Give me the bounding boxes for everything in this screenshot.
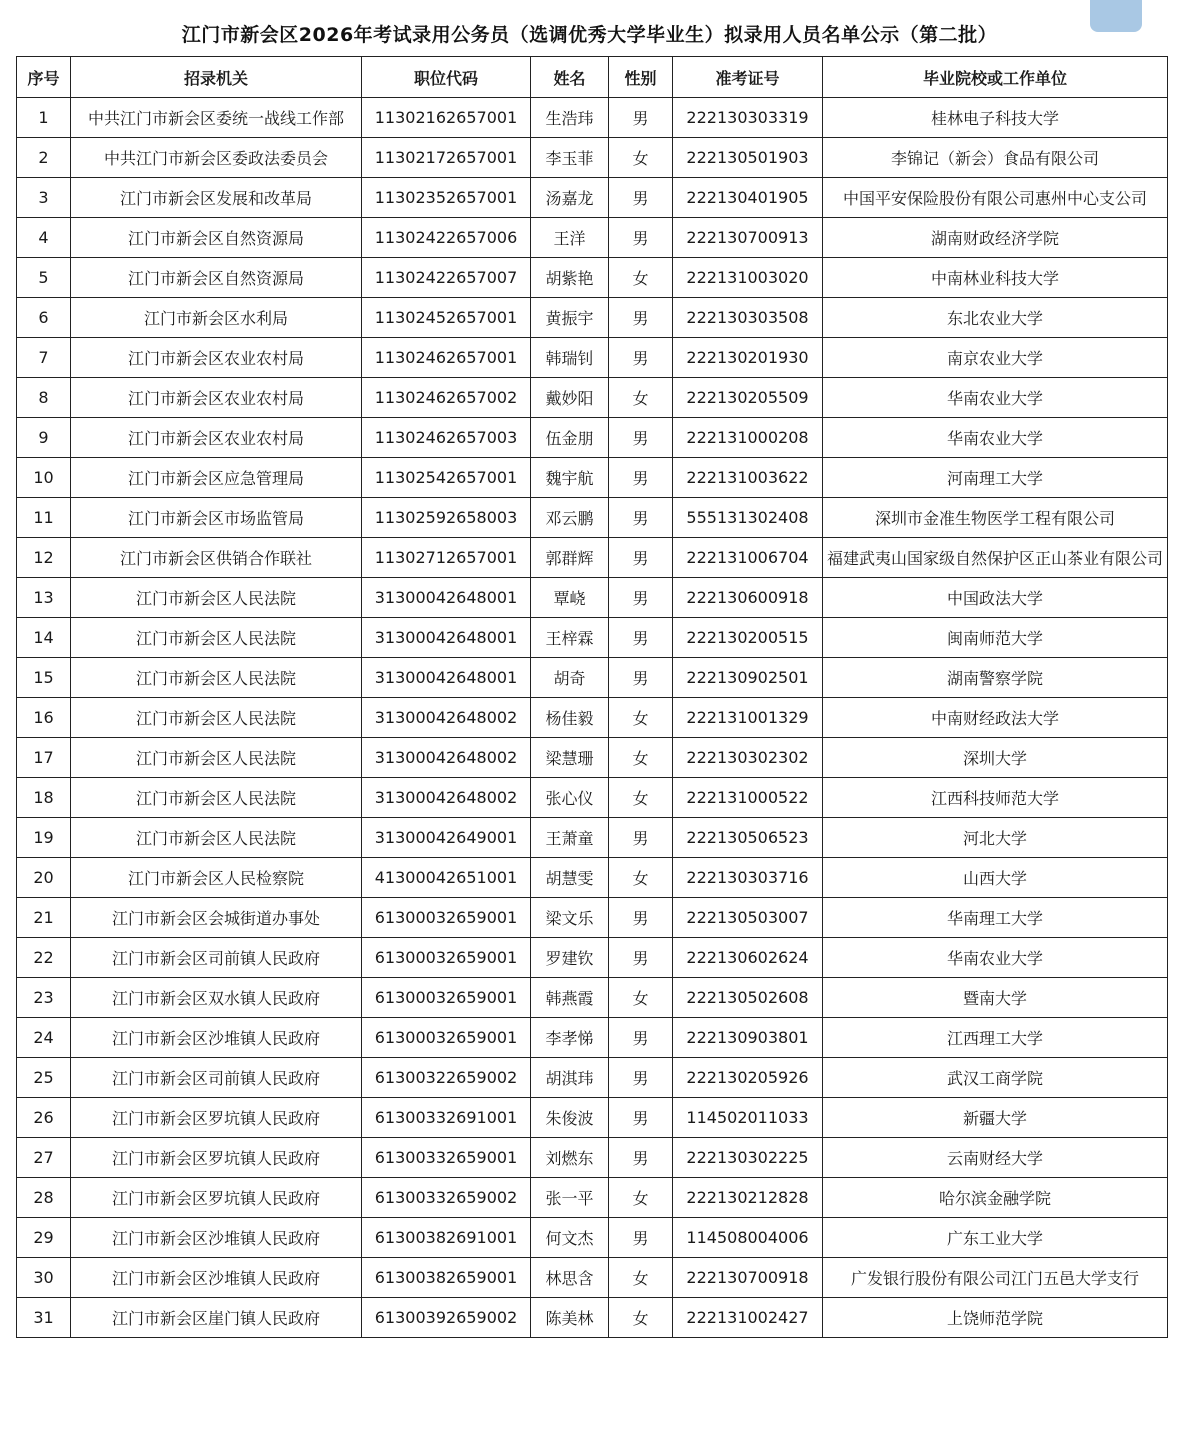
table-row [17,218,1168,258]
cell-school-or-employer: 闽南师范大学 [823,618,1168,658]
cell-name: 胡奇 [531,658,609,698]
cell-name: 梁文乐 [531,898,609,938]
cell-agency: 江门市新会区人民法院 [71,738,362,778]
cell-gender: 男 [609,538,673,578]
cell-gender: 男 [609,338,673,378]
cell-school-or-employer: 桂林电子科技大学 [823,98,1168,138]
cell-agency: 江门市新会区人民法院 [71,698,362,738]
cell-index: 16 [17,698,71,738]
cell-index: 6 [17,298,71,338]
cell-gender: 男 [609,578,673,618]
cell-index: 9 [17,418,71,458]
table-row [17,698,1168,738]
cell-index: 23 [17,978,71,1018]
table-row [17,298,1168,338]
cell-agency: 江门市新会区发展和改革局 [71,178,362,218]
cell-position-code: 31300042649001 [362,818,531,858]
cell-exam-number: 222130602624 [673,938,823,978]
cell-school-or-employer: 新疆大学 [823,1098,1168,1138]
table-row [17,1138,1168,1178]
cell-exam-number: 222130503007 [673,898,823,938]
cell-position-code: 31300042648002 [362,738,531,778]
cell-position-code: 61300332691001 [362,1098,531,1138]
cell-name: 何文杰 [531,1218,609,1258]
cell-agency: 江门市新会区市场监管局 [71,498,362,538]
cell-school-or-employer: 华南理工大学 [823,898,1168,938]
cell-position-code: 11302462657002 [362,378,531,418]
cell-gender: 女 [609,258,673,298]
header-school-or-employer: 毕业院校或工作单位 [823,57,1168,98]
table-row [17,658,1168,698]
cell-name: 伍金朋 [531,418,609,458]
cell-name: 刘燃东 [531,1138,609,1178]
cell-position-code: 31300042648001 [362,618,531,658]
cell-gender: 男 [609,818,673,858]
cell-name: 张一平 [531,1178,609,1218]
cell-school-or-employer: 湖南警察学院 [823,658,1168,698]
cell-position-code: 61300032659001 [362,978,531,1018]
cell-agency: 江门市新会区会城街道办事处 [71,898,362,938]
cell-gender: 男 [609,618,673,658]
table-row [17,578,1168,618]
cell-position-code: 11302592658003 [362,498,531,538]
cell-exam-number: 222130201930 [673,338,823,378]
cell-gender: 女 [609,858,673,898]
cell-school-or-employer: 江西科技师范大学 [823,778,1168,818]
cell-gender: 男 [609,1218,673,1258]
cell-school-or-employer: 中南财经政法大学 [823,698,1168,738]
cell-agency: 江门市新会区司前镇人民政府 [71,1058,362,1098]
table-row [17,1218,1168,1258]
cell-agency: 江门市新会区人民法院 [71,818,362,858]
cell-school-or-employer: 广东工业大学 [823,1218,1168,1258]
table-row [17,258,1168,298]
cell-agency: 江门市新会区司前镇人民政府 [71,938,362,978]
cell-index: 8 [17,378,71,418]
table-row [17,338,1168,378]
table-row [17,458,1168,498]
cell-agency: 江门市新会区自然资源局 [71,218,362,258]
table-row [17,1298,1168,1338]
header-exam-number: 准考证号 [673,57,823,98]
cell-exam-number: 222130401905 [673,178,823,218]
cell-exam-number: 222130302225 [673,1138,823,1178]
cell-position-code: 31300042648001 [362,658,531,698]
cell-index: 12 [17,538,71,578]
cell-exam-number: 222131000522 [673,778,823,818]
cell-gender: 男 [609,218,673,258]
cell-index: 20 [17,858,71,898]
cell-gender: 男 [609,98,673,138]
cell-school-or-employer: 云南财经大学 [823,1138,1168,1178]
cell-school-or-employer: 哈尔滨金融学院 [823,1178,1168,1218]
cell-name: 韩燕霞 [531,978,609,1018]
cell-school-or-employer: 武汉工商学院 [823,1058,1168,1098]
cell-name: 胡紫艳 [531,258,609,298]
cell-index: 19 [17,818,71,858]
cell-index: 14 [17,618,71,658]
table-row [17,418,1168,458]
cell-exam-number: 222130700918 [673,1258,823,1298]
cell-name: 戴妙阳 [531,378,609,418]
cell-name: 陈美林 [531,1298,609,1338]
cell-school-or-employer: 福建武夷山国家级自然保护区正山茶业有限公司 [823,538,1168,578]
cell-name: 汤嘉龙 [531,178,609,218]
cell-name: 王萧童 [531,818,609,858]
cell-exam-number: 555131302408 [673,498,823,538]
cell-name: 生浩玮 [531,98,609,138]
cell-position-code: 61300382691001 [362,1218,531,1258]
page-title: 江门市新会区2026年考试录用公务员（选调优秀大学毕业生）拟录用人员名单公示（第二批） [181,24,998,46]
cell-gender: 男 [609,418,673,458]
cell-position-code: 61300032659001 [362,938,531,978]
cell-index: 30 [17,1258,71,1298]
cell-position-code: 11302712657001 [362,538,531,578]
cell-position-code: 31300042648001 [362,578,531,618]
table-row [17,138,1168,178]
cell-position-code: 11302162657001 [362,98,531,138]
cell-index: 18 [17,778,71,818]
cell-school-or-employer: 山西大学 [823,858,1168,898]
cell-name: 邓云鹏 [531,498,609,538]
cell-school-or-employer: 华南农业大学 [823,418,1168,458]
cell-agency: 江门市新会区罗坑镇人民政府 [71,1098,362,1138]
table-row [17,178,1168,218]
table-row [17,978,1168,1018]
cell-agency: 江门市新会区沙堆镇人民政府 [71,1018,362,1058]
cell-exam-number: 114502011033 [673,1098,823,1138]
table-row [17,898,1168,938]
cell-index: 29 [17,1218,71,1258]
cell-agency: 中共江门市新会区委政法委员会 [71,138,362,178]
cell-gender: 男 [609,898,673,938]
cell-gender: 男 [609,658,673,698]
table-row [17,1058,1168,1098]
cell-agency: 江门市新会区沙堆镇人民政府 [71,1258,362,1298]
table-row [17,938,1168,978]
cell-agency: 江门市新会区崖门镇人民政府 [71,1298,362,1338]
cell-position-code: 41300042651001 [362,858,531,898]
cell-position-code: 31300042648002 [362,778,531,818]
header-agency: 招录机关 [71,57,362,98]
cell-exam-number: 222131000208 [673,418,823,458]
candidate-table [16,56,1168,1338]
cell-agency: 中共江门市新会区委统一战线工作部 [71,98,362,138]
cell-index: 1 [17,98,71,138]
table-row [17,618,1168,658]
cell-school-or-employer: 中国政法大学 [823,578,1168,618]
cell-name: 王洋 [531,218,609,258]
cell-gender: 女 [609,778,673,818]
cell-exam-number: 222130303319 [673,98,823,138]
cell-index: 13 [17,578,71,618]
table-row [17,1178,1168,1218]
cell-name: 林思含 [531,1258,609,1298]
cell-position-code: 11302462657001 [362,338,531,378]
table-row [17,498,1168,538]
cell-position-code: 11302352657001 [362,178,531,218]
table-row [17,98,1168,138]
cell-exam-number: 114508004006 [673,1218,823,1258]
cell-school-or-employer: 李锦记（新会）食品有限公司 [823,138,1168,178]
cell-gender: 男 [609,1058,673,1098]
cell-school-or-employer: 暨南大学 [823,978,1168,1018]
cell-name: 李孝悌 [531,1018,609,1058]
cell-school-or-employer: 华南农业大学 [823,938,1168,978]
table-row [17,738,1168,778]
cell-index: 15 [17,658,71,698]
cell-exam-number: 222130212828 [673,1178,823,1218]
cell-position-code: 61300382659001 [362,1258,531,1298]
cell-exam-number: 222130205509 [673,378,823,418]
cell-index: 28 [17,1178,71,1218]
cell-position-code: 61300032659001 [362,898,531,938]
cell-exam-number: 222131001329 [673,698,823,738]
cell-agency: 江门市新会区农业农村局 [71,418,362,458]
cell-exam-number: 222131003622 [673,458,823,498]
cell-agency: 江门市新会区人民法院 [71,618,362,658]
cell-gender: 女 [609,138,673,178]
cell-exam-number: 222130502608 [673,978,823,1018]
cell-exam-number: 222130205926 [673,1058,823,1098]
cell-name: 杨佳毅 [531,698,609,738]
cell-index: 11 [17,498,71,538]
cell-position-code: 11302542657001 [362,458,531,498]
cell-gender: 女 [609,978,673,1018]
cell-gender: 女 [609,1258,673,1298]
cell-agency: 江门市新会区沙堆镇人民政府 [71,1218,362,1258]
cell-agency: 江门市新会区自然资源局 [71,258,362,298]
cell-agency: 江门市新会区供销合作联社 [71,538,362,578]
cell-index: 24 [17,1018,71,1058]
cell-agency: 江门市新会区水利局 [71,298,362,338]
cell-exam-number: 222130303716 [673,858,823,898]
cell-position-code: 11302452657001 [362,298,531,338]
cell-exam-number: 222130903801 [673,1018,823,1058]
cell-school-or-employer: 中国平安保险股份有限公司惠州中心支公司 [823,178,1168,218]
cell-position-code: 11302422657007 [362,258,531,298]
cell-agency: 江门市新会区罗坑镇人民政府 [71,1178,362,1218]
cell-gender: 男 [609,938,673,978]
cell-position-code: 61300322659002 [362,1058,531,1098]
cell-position-code: 61300392659002 [362,1298,531,1338]
header-index: 序号 [17,57,71,98]
cell-gender: 男 [609,298,673,338]
cell-school-or-employer: 广发银行股份有限公司江门五邑大学支行 [823,1258,1168,1298]
cell-index: 25 [17,1058,71,1098]
cell-name: 胡慧雯 [531,858,609,898]
cell-index: 2 [17,138,71,178]
cell-gender: 男 [609,1098,673,1138]
table-row [17,778,1168,818]
cell-gender: 男 [609,458,673,498]
cell-agency: 江门市新会区双水镇人民政府 [71,978,362,1018]
cell-agency: 江门市新会区人民法院 [71,658,362,698]
cell-school-or-employer: 东北农业大学 [823,298,1168,338]
cell-index: 17 [17,738,71,778]
table-row [17,1258,1168,1298]
cell-index: 4 [17,218,71,258]
cell-name: 梁慧珊 [531,738,609,778]
cell-school-or-employer: 湖南财政经济学院 [823,218,1168,258]
cell-index: 10 [17,458,71,498]
cell-name: 郭群辉 [531,538,609,578]
cell-index: 26 [17,1098,71,1138]
cell-name: 覃峣 [531,578,609,618]
cell-gender: 女 [609,1178,673,1218]
header-name: 姓名 [531,57,609,98]
table-row [17,538,1168,578]
cell-gender: 女 [609,698,673,738]
cell-position-code: 61300032659001 [362,1018,531,1058]
cell-position-code: 31300042648002 [362,698,531,738]
cell-gender: 女 [609,738,673,778]
cell-exam-number: 222131003020 [673,258,823,298]
cell-gender: 男 [609,178,673,218]
cell-school-or-employer: 深圳大学 [823,738,1168,778]
table-row [17,378,1168,418]
cell-exam-number: 222131006704 [673,538,823,578]
cell-school-or-employer: 河北大学 [823,818,1168,858]
cell-exam-number: 222130506523 [673,818,823,858]
cell-index: 21 [17,898,71,938]
cell-gender: 女 [609,378,673,418]
cell-index: 31 [17,1298,71,1338]
cell-position-code: 61300332659002 [362,1178,531,1218]
cell-index: 5 [17,258,71,298]
cell-agency: 江门市新会区人民检察院 [71,858,362,898]
cell-index: 7 [17,338,71,378]
cell-school-or-employer: 河南理工大学 [823,458,1168,498]
table-row [17,1098,1168,1138]
table-row [17,858,1168,898]
cell-exam-number: 222130303508 [673,298,823,338]
cell-exam-number: 222130700913 [673,218,823,258]
cell-agency: 江门市新会区人民法院 [71,578,362,618]
cell-name: 胡淇玮 [531,1058,609,1098]
cell-index: 22 [17,938,71,978]
cell-agency: 江门市新会区罗坑镇人民政府 [71,1138,362,1178]
cell-school-or-employer: 南京农业大学 [823,338,1168,378]
cell-exam-number: 222131002427 [673,1298,823,1338]
cell-school-or-employer: 江西理工大学 [823,1018,1168,1058]
cell-exam-number: 222130902501 [673,658,823,698]
table-row [17,1018,1168,1058]
cell-school-or-employer: 中南林业科技大学 [823,258,1168,298]
cell-position-code: 11302462657003 [362,418,531,458]
cell-name: 韩瑞钊 [531,338,609,378]
cell-exam-number: 222130501903 [673,138,823,178]
cell-position-code: 61300332659001 [362,1138,531,1178]
cell-name: 李玉菲 [531,138,609,178]
cell-name: 魏宇航 [531,458,609,498]
cell-name: 黄振宇 [531,298,609,338]
cell-name: 王梓霖 [531,618,609,658]
cell-agency: 江门市新会区应急管理局 [71,458,362,498]
cell-exam-number: 222130200515 [673,618,823,658]
cell-gender: 女 [609,1298,673,1338]
cell-school-or-employer: 深圳市金准生物医学工程有限公司 [823,498,1168,538]
table-row [17,818,1168,858]
cell-school-or-employer: 华南农业大学 [823,378,1168,418]
cell-gender: 男 [609,1018,673,1058]
cell-name: 朱俊波 [531,1098,609,1138]
cell-gender: 男 [609,498,673,538]
cell-exam-number: 222130600918 [673,578,823,618]
cell-agency: 江门市新会区农业农村局 [71,338,362,378]
cell-exam-number: 222130302302 [673,738,823,778]
cell-name: 张心仪 [531,778,609,818]
cell-agency: 江门市新会区农业农村局 [71,378,362,418]
cell-index: 3 [17,178,71,218]
cell-gender: 男 [609,1138,673,1178]
cell-position-code: 11302172657001 [362,138,531,178]
header-gender: 性别 [609,57,673,98]
header-position-code: 职位代码 [362,57,531,98]
table-header-row [17,57,1168,98]
cell-agency: 江门市新会区人民法院 [71,778,362,818]
cell-name: 罗建钦 [531,938,609,978]
cell-position-code: 11302422657006 [362,218,531,258]
cell-index: 27 [17,1138,71,1178]
cell-school-or-employer: 上饶师范学院 [823,1298,1168,1338]
